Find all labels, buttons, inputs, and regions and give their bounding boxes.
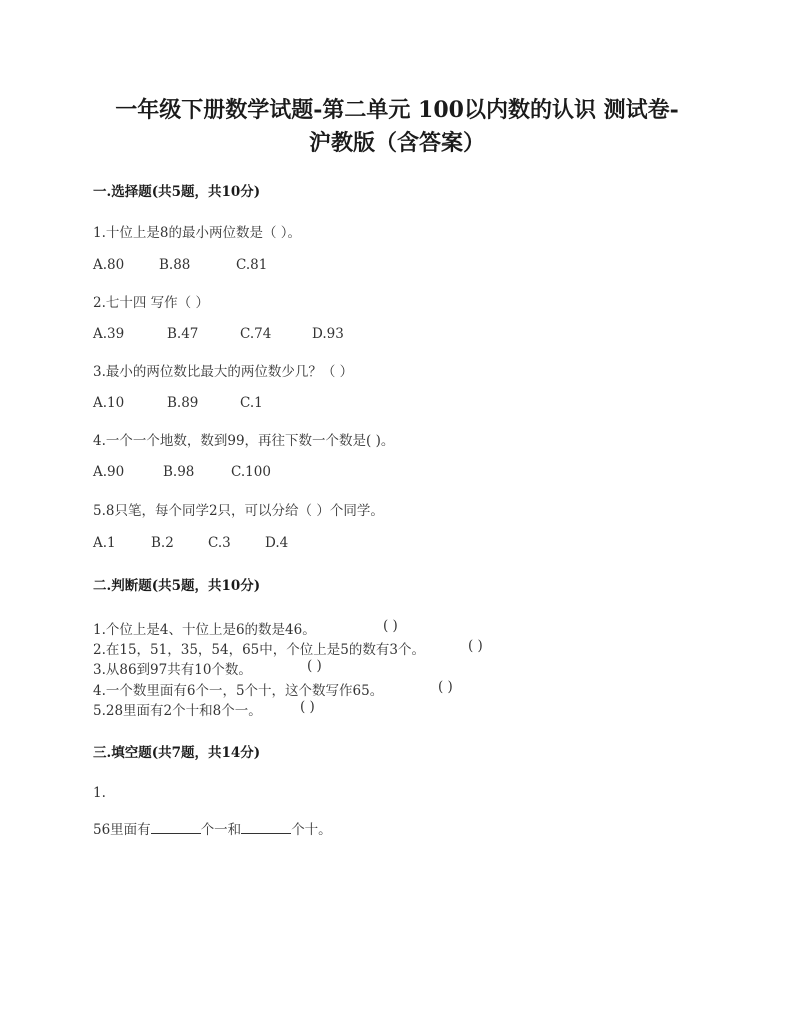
judge-item-text: 5.28里面有2个十和8个一。 xyxy=(93,703,262,719)
judge-item xyxy=(93,679,453,699)
judge-item-text: 2.在15，51，35，54，65中，个位上是5的数有3个。 xyxy=(93,642,425,658)
option-c[interactable]: C.1 xyxy=(240,395,263,411)
question-text: 2.七十四 写作（ ） xyxy=(93,295,209,311)
fill-question xyxy=(93,818,332,838)
option-a[interactable]: A.39 xyxy=(93,326,125,342)
answer-paren[interactable]: ( ) xyxy=(438,679,453,695)
option-c[interactable]: C.3 xyxy=(208,535,231,551)
judge-item-text: 4.一个数里面有6个一，5个十，这个数写作65。 xyxy=(93,683,384,699)
option-d[interactable]: D.4 xyxy=(265,535,289,551)
judge-item xyxy=(93,699,315,719)
judge-item xyxy=(93,658,322,678)
question-text: 1.十位上是8的最小两位数是（ ）。 xyxy=(93,225,302,241)
judge-item-text: 1.个位上是4、十位上是6的数是46。 xyxy=(93,622,316,638)
option-b[interactable]: B.47 xyxy=(167,326,199,342)
answer-paren[interactable]: ( ) xyxy=(383,618,398,634)
option-d[interactable]: D.93 xyxy=(312,326,344,342)
question-text: 5.8只笔，每个同学2只，可以分给（ ）个同学。 xyxy=(93,503,384,519)
question-text: 3.最小的两位数比最大的两位数少几？（ ） xyxy=(93,364,354,380)
option-b[interactable]: B.89 xyxy=(167,395,199,411)
fill-question-number: 1. xyxy=(93,785,106,801)
answer-paren[interactable]: ( ) xyxy=(300,699,315,715)
option-c[interactable]: C.81 xyxy=(236,257,268,273)
answer-paren[interactable]: ( ) xyxy=(307,658,322,674)
option-c[interactable]: C.74 xyxy=(240,326,272,342)
answer-paren[interactable]: ( ) xyxy=(468,638,483,654)
fill-text-part3: 个十。 xyxy=(291,822,332,838)
section-heading-choice: 一.选择题(共5题，共10分) xyxy=(93,184,261,200)
judge-item xyxy=(93,618,398,638)
section-heading-judge: 二.判断题(共5题，共10分) xyxy=(93,578,261,594)
option-a[interactable]: A.90 xyxy=(93,464,125,480)
option-a[interactable]: A.80 xyxy=(93,257,125,273)
option-a[interactable]: A.10 xyxy=(93,395,125,411)
fill-text-part1: 56里面有 xyxy=(93,822,151,838)
answer-blank[interactable] xyxy=(241,821,291,834)
fill-text-part2: 个一和 xyxy=(200,822,242,838)
answer-blank[interactable] xyxy=(151,821,201,834)
question-text: 4.一个一个地数，数到99，再往下数一个数是( )。 xyxy=(93,433,395,449)
judge-item xyxy=(93,638,483,658)
judge-item-text: 3.从86到97共有10个数。 xyxy=(93,662,252,678)
option-b[interactable]: B.88 xyxy=(159,257,191,273)
option-b[interactable]: B.2 xyxy=(151,535,174,551)
document-title-line2: 沪教版（含答案） xyxy=(308,130,485,156)
option-a[interactable]: A.1 xyxy=(93,535,116,551)
section-heading-fill: 三.填空题(共7题，共14分) xyxy=(93,745,261,761)
document-title-line1: 一年级下册数学试题-第二单元 100以内数的认识 测试卷- xyxy=(115,97,679,123)
option-c[interactable]: C.100 xyxy=(231,464,271,480)
option-b[interactable]: B.98 xyxy=(163,464,195,480)
